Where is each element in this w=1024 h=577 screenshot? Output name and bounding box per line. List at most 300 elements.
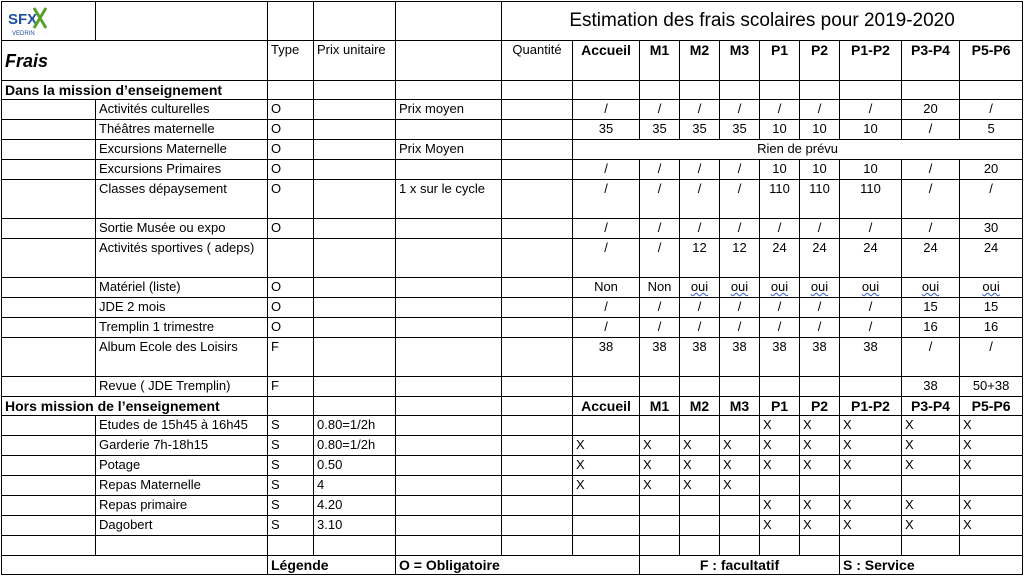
fee-note (396, 338, 502, 377)
legend-row (2, 556, 1023, 575)
section-row (2, 81, 1023, 100)
fee-value: 35 (680, 120, 720, 140)
fee-note: Prix moyen (396, 100, 502, 120)
fee-value: 10 (800, 160, 840, 180)
table-cell (2, 100, 96, 120)
fee-value: 10 (840, 120, 902, 140)
table-cell (2, 496, 96, 516)
fee-type: F (268, 338, 314, 377)
table-cell (760, 536, 800, 556)
fee-value: / (640, 219, 680, 239)
fee-value: 10 (760, 160, 800, 180)
fee-value: / (720, 219, 760, 239)
service-value: X (960, 516, 1023, 536)
fee-price (314, 140, 396, 160)
fee-quantity (502, 278, 573, 298)
fee-value: oui (720, 278, 760, 298)
fee-value: 35 (640, 120, 680, 140)
table-cell (396, 2, 502, 41)
service-value: X (840, 436, 902, 456)
level-heading: P1-P2 (840, 41, 902, 81)
level-heading: M2 (680, 41, 720, 81)
fee-quantity (502, 377, 573, 397)
fee-value: / (800, 298, 840, 318)
service-type: S (268, 476, 314, 496)
fee-value: / (720, 180, 760, 219)
table-cell (2, 436, 96, 456)
table-cell (720, 536, 760, 556)
fee-value: oui (840, 278, 902, 298)
service-value: X (960, 496, 1023, 516)
section-title: Hors mission de l’enseignement (2, 397, 268, 416)
service-row (2, 496, 1023, 516)
service-value (680, 516, 720, 536)
fee-row (2, 120, 1023, 140)
table-cell (268, 536, 314, 556)
level-heading: P1 (760, 41, 800, 81)
fee-value: 12 (720, 239, 760, 278)
fee-price (314, 278, 396, 298)
fee-row (2, 318, 1023, 338)
service-row (2, 456, 1023, 476)
fee-value: / (640, 180, 680, 219)
fee-value: 38 (902, 377, 960, 397)
logo-cell (2, 2, 96, 41)
fees-table (1, 1, 1023, 575)
fee-value: / (720, 318, 760, 338)
fee-value: 24 (840, 239, 902, 278)
service-value: X (960, 416, 1023, 436)
fee-value: / (573, 180, 640, 219)
fee-value: oui (800, 278, 840, 298)
service-row (2, 476, 1023, 496)
table-cell (502, 81, 573, 100)
table-cell (720, 81, 760, 100)
table-cell (573, 81, 640, 100)
fee-value: 5 (960, 120, 1023, 140)
fee-value: 24 (760, 239, 800, 278)
service-value: X (573, 456, 640, 476)
fee-value: / (640, 298, 680, 318)
table-cell (396, 416, 502, 436)
table-cell (573, 536, 640, 556)
fee-value: / (840, 318, 902, 338)
fee-value: oui (760, 278, 800, 298)
table-cell (2, 120, 96, 140)
fee-row (2, 180, 1023, 219)
fee-label: Matériel (liste) (96, 278, 268, 298)
fee-value: / (680, 219, 720, 239)
service-value: X (840, 496, 902, 516)
table-cell (2, 416, 96, 436)
fee-value: 38 (760, 338, 800, 377)
section-row (2, 397, 1023, 416)
fee-note (396, 120, 502, 140)
table-cell (640, 536, 680, 556)
service-value (680, 416, 720, 436)
fee-span-value: Rien de prévu (573, 140, 1023, 160)
fee-value: oui (902, 278, 960, 298)
fee-value: 24 (902, 239, 960, 278)
fee-value: 24 (960, 239, 1023, 278)
fee-label: Album Ecole des Loisirs (96, 338, 268, 377)
level-heading: M3 (720, 397, 760, 416)
fee-label: Sortie Musée ou expo (96, 219, 268, 239)
service-value: X (902, 456, 960, 476)
legend-facultatif: F : facultatif (640, 556, 840, 575)
fee-note (396, 239, 502, 278)
fee-value: 16 (960, 318, 1023, 338)
service-price: 4 (314, 476, 396, 496)
fee-price (314, 239, 396, 278)
service-value: X (840, 516, 902, 536)
table-cell (396, 536, 502, 556)
fee-quantity (502, 100, 573, 120)
service-value: X (760, 416, 800, 436)
fee-type: O (268, 160, 314, 180)
fee-value: 15 (902, 298, 960, 318)
fee-value: / (760, 100, 800, 120)
table-cell (502, 456, 573, 476)
fee-value: Non (640, 278, 680, 298)
fee-quantity (502, 239, 573, 278)
fee-value: 12 (680, 239, 720, 278)
service-row (2, 436, 1023, 456)
table-cell (314, 81, 396, 100)
legend-service: S : Service (840, 556, 1023, 575)
type-heading: Type (268, 41, 314, 81)
service-value: X (760, 496, 800, 516)
fee-price (314, 120, 396, 140)
service-value: X (800, 456, 840, 476)
fee-row (2, 278, 1023, 298)
fee-quantity (502, 298, 573, 318)
fee-note (396, 318, 502, 338)
service-value: X (902, 416, 960, 436)
quantite-heading: Quantité (502, 41, 573, 81)
table-cell (396, 516, 502, 536)
service-value: X (680, 436, 720, 456)
fee-note: Prix Moyen (396, 140, 502, 160)
fee-value: / (680, 298, 720, 318)
fee-value: / (902, 338, 960, 377)
service-value (640, 496, 680, 516)
table-cell (2, 338, 96, 377)
fee-value: 38 (800, 338, 840, 377)
fee-value: 110 (760, 180, 800, 219)
fee-label: Excursions Maternelle (96, 140, 268, 160)
table-cell (268, 2, 314, 41)
fee-value: / (760, 219, 800, 239)
legend-obligatoire: O = Obligatoire (396, 556, 640, 575)
fee-value: / (840, 219, 902, 239)
fee-value (720, 377, 760, 397)
fee-value: / (760, 298, 800, 318)
fee-value: / (573, 318, 640, 338)
fee-note: 1 x sur le cycle (396, 180, 502, 219)
table-cell (2, 160, 96, 180)
fee-label: Revue ( JDE Tremplin) (96, 377, 268, 397)
fee-value: / (902, 160, 960, 180)
fee-value: / (640, 160, 680, 180)
fee-value: 20 (960, 160, 1023, 180)
fee-value: / (840, 298, 902, 318)
level-heading: P5-P6 (960, 41, 1023, 81)
service-type: S (268, 416, 314, 436)
service-value: X (960, 436, 1023, 456)
service-value (902, 476, 960, 496)
school-logo-icon (6, 4, 56, 38)
table-cell (680, 536, 720, 556)
level-heading: P1 (760, 397, 800, 416)
empty-row (2, 536, 1023, 556)
fee-value: 10 (800, 120, 840, 140)
fee-quantity (502, 318, 573, 338)
service-price: 0.80=1/2h (314, 416, 396, 436)
table-cell (396, 397, 502, 416)
fee-value: / (680, 318, 720, 338)
service-value (800, 476, 840, 496)
level-heading: P5-P6 (960, 397, 1023, 416)
frais-heading: Frais (2, 41, 268, 81)
level-heading: Accueil (573, 397, 640, 416)
fee-value (573, 377, 640, 397)
service-value: X (800, 516, 840, 536)
service-value (640, 516, 680, 536)
level-heading: P3-P4 (902, 41, 960, 81)
table-cell (840, 81, 902, 100)
service-value (960, 476, 1023, 496)
fee-value: 50+38 (960, 377, 1023, 397)
table-cell (840, 536, 902, 556)
service-value: X (720, 436, 760, 456)
fee-value: oui (680, 278, 720, 298)
fee-note (396, 278, 502, 298)
fee-value: / (640, 318, 680, 338)
service-type: S (268, 436, 314, 456)
fee-row (2, 298, 1023, 318)
fee-value: / (902, 120, 960, 140)
title-row (2, 2, 1023, 41)
table-cell (2, 278, 96, 298)
table-cell (396, 456, 502, 476)
fee-value: 10 (760, 120, 800, 140)
page-title: Estimation des frais scolaires pour 2019-2020 (502, 2, 1023, 41)
fee-label: Activités sportives ( adeps) (96, 239, 268, 278)
fee-price (314, 298, 396, 318)
fee-value: 16 (902, 318, 960, 338)
service-value (720, 496, 760, 516)
fee-value: 110 (800, 180, 840, 219)
fee-value: / (573, 100, 640, 120)
level-heading: P1-P2 (840, 397, 902, 416)
service-value: X (960, 456, 1023, 476)
table-cell (2, 219, 96, 239)
svg-text:SFX: SFX (8, 11, 38, 28)
table-cell (502, 416, 573, 436)
service-label: Potage (96, 456, 268, 476)
fee-value: / (680, 160, 720, 180)
service-value: X (573, 436, 640, 456)
fee-value: 38 (573, 338, 640, 377)
svg-text:VEDRIN: VEDRIN (12, 31, 35, 37)
service-value: X (640, 456, 680, 476)
service-value (573, 416, 640, 436)
service-value: X (680, 476, 720, 496)
service-row (2, 416, 1023, 436)
fee-label: Activités culturelles (96, 100, 268, 120)
fee-type: O (268, 278, 314, 298)
service-label: Repas primaire (96, 496, 268, 516)
service-value (760, 476, 800, 496)
header-row (2, 41, 1023, 81)
fee-value: Non (573, 278, 640, 298)
table-cell (396, 496, 502, 516)
fee-quantity (502, 338, 573, 377)
service-row (2, 516, 1023, 536)
fee-value: / (800, 100, 840, 120)
table-cell (502, 496, 573, 516)
table-cell (268, 81, 314, 100)
fee-label: Tremplin 1 trimestre (96, 318, 268, 338)
fee-type: O (268, 100, 314, 120)
fee-note (396, 160, 502, 180)
fee-quantity (502, 120, 573, 140)
service-value: X (720, 476, 760, 496)
fee-value: 24 (800, 239, 840, 278)
fee-value (680, 377, 720, 397)
fee-label: Excursions Primaires (96, 160, 268, 180)
fee-price (314, 180, 396, 219)
fee-value: / (840, 100, 902, 120)
level-heading: M1 (640, 41, 680, 81)
fee-type: O (268, 120, 314, 140)
fee-price (314, 377, 396, 397)
service-value: X (680, 456, 720, 476)
table-cell (502, 397, 573, 416)
fee-row (2, 219, 1023, 239)
table-cell (96, 536, 268, 556)
level-heading: M1 (640, 397, 680, 416)
table-cell (268, 397, 314, 416)
level-heading: M3 (720, 41, 760, 81)
level-heading: P3-P4 (902, 397, 960, 416)
fee-label: Théâtres maternelle (96, 120, 268, 140)
service-label: Dagobert (96, 516, 268, 536)
service-type: S (268, 496, 314, 516)
service-value: X (760, 456, 800, 476)
service-price: 3.10 (314, 516, 396, 536)
service-label: Garderie 7h-18h15 (96, 436, 268, 456)
service-type: S (268, 456, 314, 476)
fee-value: 15 (960, 298, 1023, 318)
table-cell (314, 536, 396, 556)
fee-type: F (268, 377, 314, 397)
service-price: 4.20 (314, 496, 396, 516)
service-value: X (902, 516, 960, 536)
table-cell (800, 536, 840, 556)
fee-note (396, 298, 502, 318)
level-heading: Accueil (573, 41, 640, 81)
fee-value: / (720, 298, 760, 318)
fee-type: O (268, 140, 314, 160)
table-cell (2, 556, 268, 575)
service-label: Etudes de 15h45 à 16h45 (96, 416, 268, 436)
service-value (640, 416, 680, 436)
table-cell (502, 536, 573, 556)
table-cell (640, 81, 680, 100)
table-cell (96, 2, 268, 41)
fee-quantity (502, 219, 573, 239)
fee-value: / (800, 219, 840, 239)
fee-value: 35 (573, 120, 640, 140)
service-value: X (640, 436, 680, 456)
table-cell (2, 180, 96, 219)
table-cell (2, 318, 96, 338)
fee-value: 38 (840, 338, 902, 377)
service-value: X (840, 456, 902, 476)
fee-row (2, 100, 1023, 120)
fee-value: / (640, 100, 680, 120)
fee-row (2, 377, 1023, 397)
table-cell (960, 536, 1023, 556)
service-value: X (720, 456, 760, 476)
fee-value: / (680, 100, 720, 120)
fee-price (314, 219, 396, 239)
fee-quantity (502, 180, 573, 219)
table-cell (2, 140, 96, 160)
service-value: X (640, 476, 680, 496)
table-cell (396, 81, 502, 100)
fee-row (2, 338, 1023, 377)
fee-value: 110 (840, 180, 902, 219)
fee-value: / (573, 239, 640, 278)
fee-value: / (902, 180, 960, 219)
fee-type: O (268, 318, 314, 338)
legend-label: Légende (268, 556, 396, 575)
table-cell (902, 81, 960, 100)
fee-type (268, 239, 314, 278)
fee-label: JDE 2 mois (96, 298, 268, 318)
table-cell (314, 2, 396, 41)
fee-quantity (502, 160, 573, 180)
table-cell (2, 516, 96, 536)
service-value: X (902, 436, 960, 456)
service-label: Repas Maternelle (96, 476, 268, 496)
fee-price (314, 338, 396, 377)
fee-note (396, 377, 502, 397)
fee-value: 38 (720, 338, 760, 377)
table-cell (2, 377, 96, 397)
section-title: Dans la mission d’enseignement (2, 81, 268, 100)
fee-row (2, 140, 1023, 160)
table-cell (314, 397, 396, 416)
fee-value: 38 (680, 338, 720, 377)
fee-label: Classes dépaysement (96, 180, 268, 219)
fee-value (640, 377, 680, 397)
fee-value: / (902, 219, 960, 239)
service-value: X (800, 436, 840, 456)
fee-value (840, 377, 902, 397)
fee-value: / (800, 318, 840, 338)
level-heading: M2 (680, 397, 720, 416)
service-value: X (760, 516, 800, 536)
fee-value: 20 (902, 100, 960, 120)
service-value: X (800, 496, 840, 516)
prix-heading: Prix unitaire (314, 41, 396, 81)
table-cell (902, 536, 960, 556)
fee-type: O (268, 298, 314, 318)
